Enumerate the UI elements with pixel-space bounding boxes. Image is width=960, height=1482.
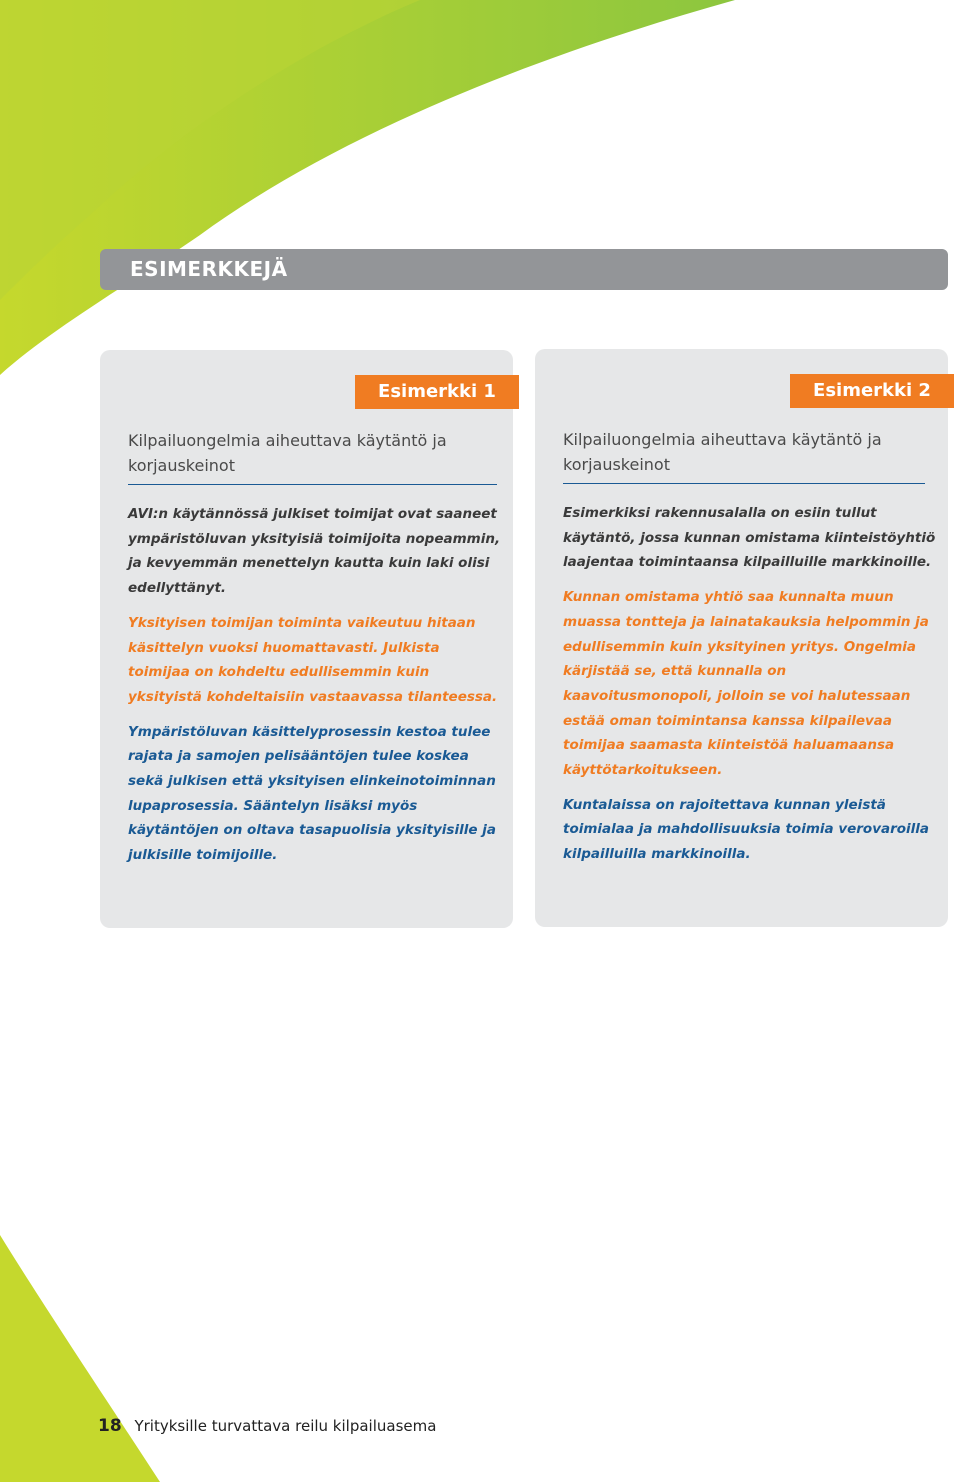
- page-number: 18: [98, 1416, 122, 1436]
- paragraph-practice: AVI:n käytännössä julkiset toimijat ovat saaneet ympäristöluvan yksityisiä toimijoita nopeammin, ja kevyemmän menettelyn kautta kuin laki olisi edellyttänyt.: [128, 506, 501, 597]
- paragraph-problem: Kunnan omistama yhtiö saa kunnalta muun muassa tontteja ja lainatakauksia helpommin ja edullisemmin kuin yksityinen yritys. Ongelmia kärjistää se, että kunnalla on kaavoitusmonopoli, jolloin se voi halutessaan estää oman toimintansa kanssa kilpailevaa toimijaa saamasta kiinteistöä haluamaansa käyttötarkoitukseen.: [563, 589, 929, 779]
- example-tag: Esimerkki 1: [355, 375, 519, 409]
- paragraph-remedy: Kuntalaissa on rajoitettava kunnan yleistä toimialaa ja mahdollisuuksia toimia verovaroilla kilpailluilla markkinoilla.: [563, 796, 930, 863]
- card-body: [128, 502, 503, 878]
- card-title: Kilpailuongelmia aiheuttava käytäntö ja korjauskeinot: [128, 431, 447, 475]
- page-footer: [98, 1416, 436, 1436]
- example-card-1: [100, 350, 513, 928]
- example-card-2: [535, 349, 948, 927]
- paragraph-problem: Yksityisen toimijan toiminta vaikeutuu hitaan käsittelyn vuoksi huomattavasti. Julkista toimijaa on kohdeltu edullisemmin kuin yksityistä kohdeltaisiin vastaavassa tilanteessa.: [128, 614, 498, 705]
- divider: [128, 484, 497, 485]
- card-title: Kilpailuongelmia aiheuttava käytäntö ja korjauskeinot: [563, 430, 882, 474]
- divider: [563, 483, 925, 484]
- section-title: ESIMERKKEJÄ: [130, 257, 288, 281]
- footer-title: Yrityksille turvattava reilu kilpailuasema: [134, 1417, 437, 1435]
- card-body: [563, 501, 938, 877]
- section-header: [100, 249, 948, 290]
- paragraph-remedy: Ympäristöluvan käsittelyprosessin kestoa tulee rajata ja samojen pelisääntöjen tulee koskea sekä julkisen että yksityisen elinkeinotoiminnan lupaprosessia. Sääntelyn lisäksi myös käytäntöjen on oltava tasapuolisia yksityisille ja julkisille toimijoille.: [128, 723, 496, 864]
- example-tag: Esimerkki 2: [790, 374, 954, 408]
- paragraph-practice: Esimerkiksi rakennusalalla on esiin tullut käytäntö, jossa kunnan omistama kiinteistöyhtiö laajentaa toimintaansa kilpailluille markkinoille.: [563, 505, 936, 571]
